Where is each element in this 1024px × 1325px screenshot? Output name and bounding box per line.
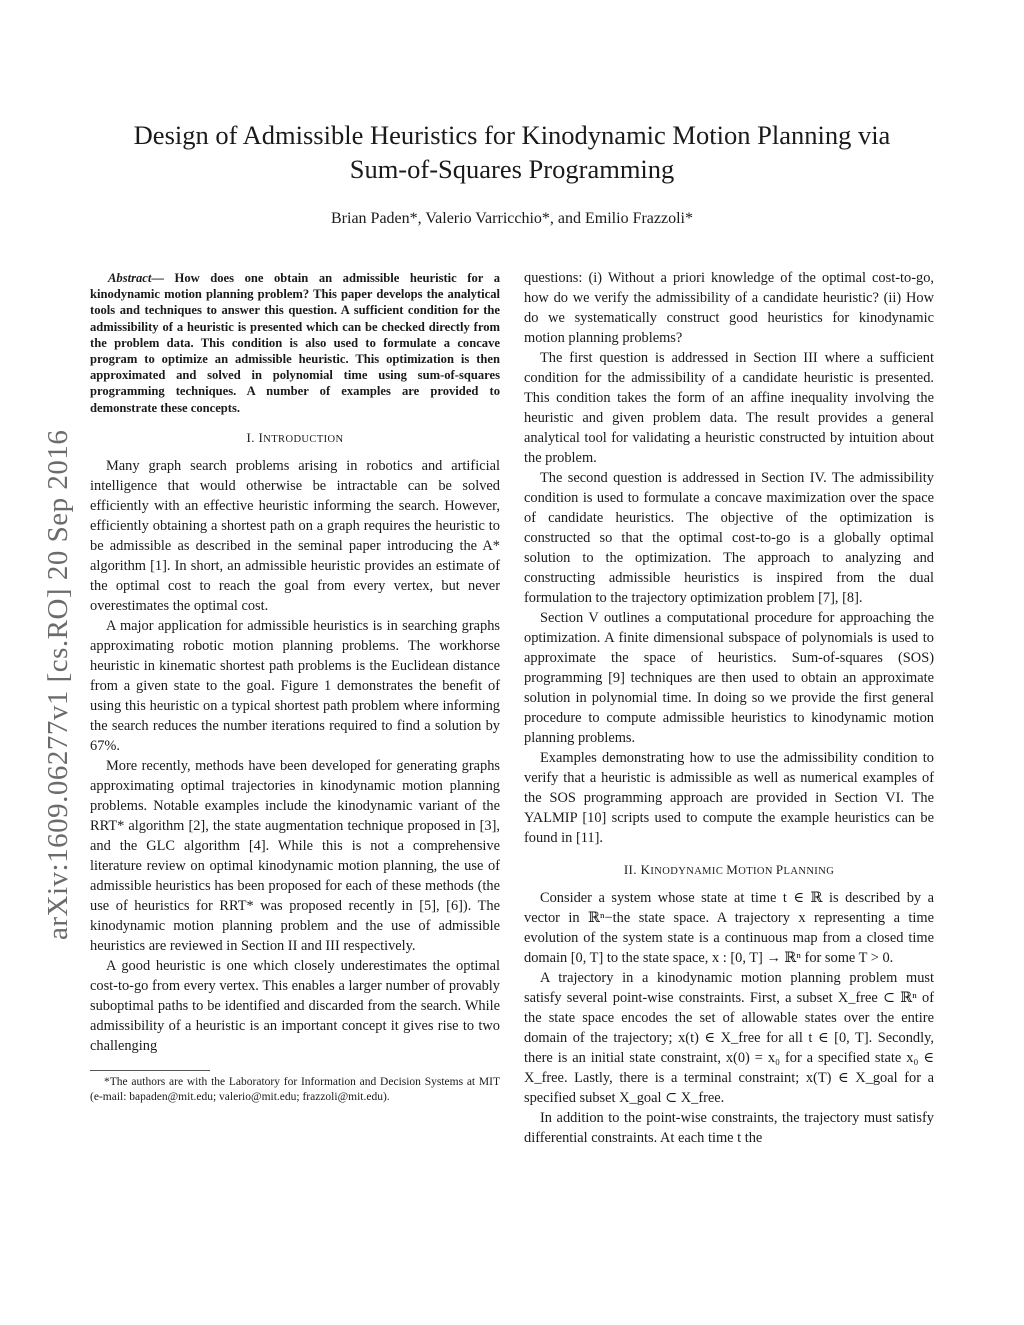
section-heading-introduction bbox=[90, 430, 500, 446]
paragraph: A trajectory in a kinodynamic motion planning problem must satisfy several point-wise constraints. First, a subset X_free ⊂ ℝⁿ of the state space encodes the set of allowable states over the entire domain of the trajectory; x(t) ∈ X_free for all t ∈ [0, T]. Secondly, there is an initial state constraint, x(0) = x₀ for a specified state x₀ ∈ X_free. Lastly, there is a terminal constraint; x(T) ∈ X_goal for a specified subset X_goal ⊂ X_free. bbox=[524, 970, 934, 1106]
paragraph: The second question is addressed in Section IV. The admissibility condition is used to formulate a concave maximization over the space of candidate heuristics. The objective of the optimization is constructed so that the optimal cost-to-go is a globally optimal solution to the optimization. The approach to analyzing and constructing admissible heuristics is inspired from the dual formulation to the trajectory optimization problem [7], [8]. bbox=[524, 470, 934, 606]
abstract bbox=[90, 270, 500, 416]
author-list: Brian Paden*, Valerio Varricchio*, and Emilio Frazzoli* bbox=[331, 210, 693, 227]
section-initial: K bbox=[640, 862, 651, 877]
paragraph: A good heuristic is one which closely underestimates the optimal cost-to-go from every vertex. This enables a larger number of provably suboptimal paths to be identified and discarded from the search. While admissibility of a heuristic is an important concept it gives rise to two challenging bbox=[90, 957, 500, 1054]
section-heading-kinodynamic-motion-planning bbox=[524, 862, 934, 878]
section-title-rest: LANNING bbox=[783, 866, 835, 877]
paragraph: A major application for admissible heuristics is in searching graphs approximating robotic motion planning problems. The workhorse heuristic in kinematic shortest path problems is the Euclidean distance from a given state to the goal. Figure 1 demonstrates the benefit of using this heuristic on a typical shortest path problem where informing the search reduces the number iterations required to find a solution by 67%. bbox=[90, 617, 500, 754]
paragraph: More recently, methods have been developed for generating graphs approximating optimal trajectories in kinodynamic motion planning problems. Notable examples include the kinodynamic variant of the RRT* algorithm [2], the state augmentation technique proposed in [3], and the GLC algorithm [4]. While this is not a comprehensive literature review on optimal kinodynamic motion planning, the use of admissible heuristics has been proposed for each of these methods (the use of heuristics for RRT* was proposed recently in [5], [6]). The kinodynamic motion planning problem and the use of admissible heuristics are reviewed in Section II and III respectively. bbox=[90, 757, 500, 954]
section-title-rest: OTION bbox=[738, 866, 776, 877]
paragraph: Consider a system whose state at time t ∈ ℝ is described by a vector in ℝⁿ−the state space. A trajectory x representing a time evolution of the system state is a continuous map from a closed time domain [0, T] to the state space, x : [0, T] → ℝⁿ for some T > 0. bbox=[524, 890, 934, 966]
left-column bbox=[90, 270, 500, 1105]
paragraph: Section V outlines a computational procedure for approaching the optimization. A finite dimensional subspace of polynomials is used to approximate the space of heuristics. Sum-of-squares (SOS) programming [9] techniques are then used to obtain an approximate solution in polynomial time. In doing so we provide the first general procedure to compute admissible heuristics to kinodynamic motion planning problems. bbox=[524, 610, 934, 746]
footnote-divider bbox=[90, 1070, 210, 1071]
abstract-text: — How does one obtain an admissible heuristic for a kinodynamic motion planning problem? This paper develops the analytical tools and techniques to answer this question. A sufficient condition for the admissibility of a heuristic is presented which can be checked directly from the problem data. This condition is also used to formulate a concave program to optimize an admissible heuristic. This optimization is then approximated and solved in polynomial time using sum-of-squares programming techniques. A number of examples are provided to demonstrate these concepts. bbox=[90, 271, 500, 415]
section-title-rest: NTRODUCTION bbox=[263, 433, 344, 445]
section-initial: P bbox=[775, 862, 784, 877]
author-footnote: *The authors are with the Laboratory for Information and Decision Systems at MIT (e-mail: bapaden@mit.edu; valerio@mit.edu; frazzoli@mit.edu). bbox=[90, 1075, 500, 1103]
paragraph: The first question is addressed in Section III where a sufficient condition for the admissibility of a candidate heuristic is presented. This condition takes the form of an affine inequality involving the heuristic and given problem data. The result provides a general analytical tool for validating a heuristic constructed by intuition about the problem. bbox=[524, 350, 934, 466]
section-initial: I bbox=[258, 429, 264, 445]
section-title-rest: INODYNAMIC bbox=[650, 866, 727, 877]
paragraph: questions: (i) Without a priori knowledge of the optimal cost-to-go, how do we verify the admissibility of a candidate heuristic? (ii) How do we systematically construct good heuristics for kinodynamic motion planning problems? bbox=[524, 270, 934, 346]
paragraph: In addition to the point-wise constraints, the trajectory must satisfy differential constraints. At each time t the bbox=[524, 1110, 934, 1146]
paragraph: Examples demonstrating how to use the admissibility condition to verify that a heuristic is admissible as well as numerical examples of the SOS programming approach are provided in Section VI. The YALMIP [10] scripts used to compute the example heuristics can be found in [11]. bbox=[524, 750, 934, 846]
title-line: Design of Admissible Heuristics for Kinodynamic Motion Planning via bbox=[133, 120, 891, 150]
right-column bbox=[524, 268, 934, 1148]
title-line: Sum-of-Squares Programming bbox=[349, 154, 675, 184]
section-initial: M bbox=[726, 862, 739, 877]
abstract-label: Abstract bbox=[108, 271, 152, 285]
paper-title bbox=[60, 118, 964, 186]
section-numeral: I. bbox=[246, 429, 255, 445]
section-numeral: II. bbox=[623, 862, 637, 877]
arxiv-identifier[interactable]: arXiv:1609.06277v1 [cs.RO] 20 Sep 2016 bbox=[42, 429, 74, 940]
paragraph: Many graph search problems arising in robotics and artificial intelligence that would otherwise be intractable can be solved efficiently with an effective heuristic informing the search. However, efficiently obtaining a shortest path on a graph requires the heuristic to be admissible as described in the seminal paper introducing the A* algorithm [1]. In short, an admissible heuristic provides an estimate of the optimal cost to reach the goal from every vertex, but never overestimates the optimal cost. bbox=[90, 457, 500, 614]
